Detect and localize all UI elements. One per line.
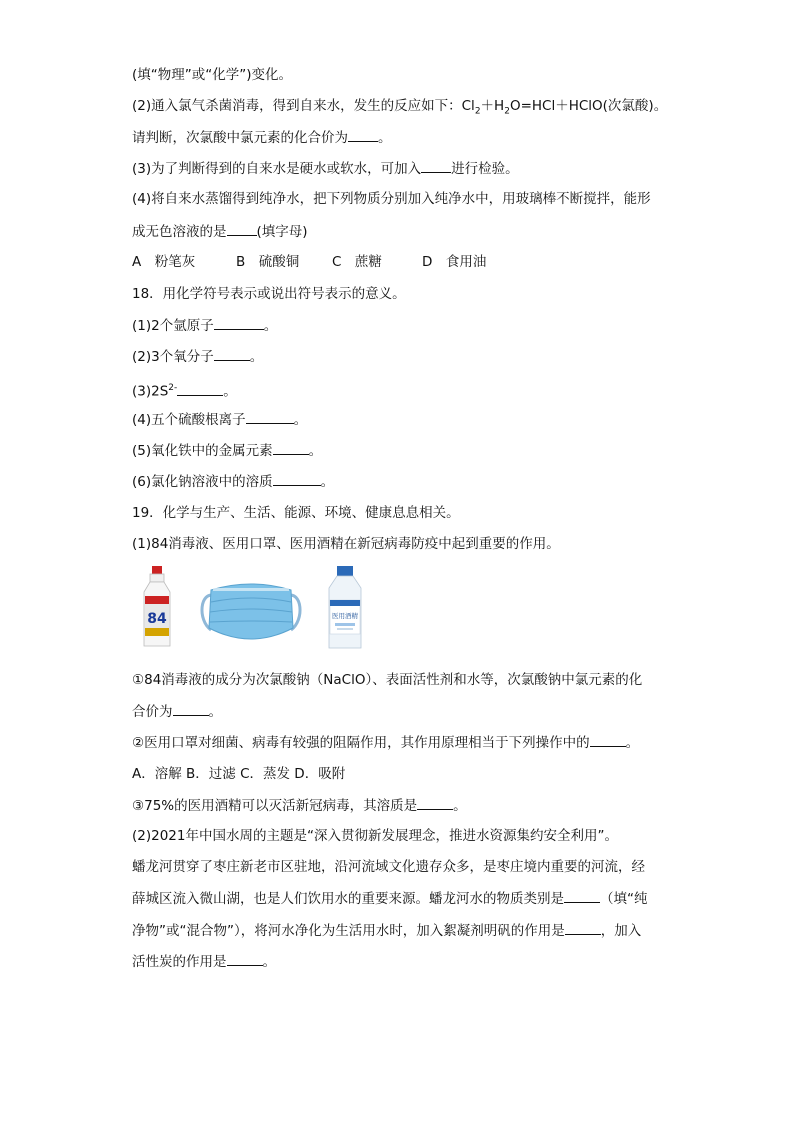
question-18-1 [132,316,277,335]
question-4-options [132,253,486,271]
text: (1)2个氩原子 [132,318,214,334]
question-19-1-part2-options [132,765,345,783]
text: (1)84消毒液、医用口罩、医用酒精在新冠病毒防疫中起到重要的作用。 [132,536,560,552]
bottle-label: 84 [147,611,167,627]
text: (3)2S [132,383,169,400]
question-19-1-part3 [132,796,467,815]
question-19-1 [132,535,560,553]
text: 进行检验。 [451,161,519,177]
text: 18．用化学符号表示或说出符号表示的意义。 [132,286,406,302]
answer-blank[interactable] [421,159,451,173]
answer-blank[interactable] [565,921,601,935]
answer-blank[interactable] [227,222,257,236]
answer-blank[interactable] [348,128,378,142]
question-18-2 [132,347,263,366]
text: 活性炭的作用是 [132,954,227,970]
text: (4)五个硫酸根离子 [132,412,246,428]
options[interactable]: A．溶解 B．过滤 C．蒸发 D．吸附 [132,766,346,782]
question-18-3 [132,379,237,401]
text: 成无色溶液的是 [132,224,227,240]
question-19-2-para-3 [132,921,641,940]
question-19-2-para-2 [132,889,648,908]
answer-blank[interactable] [564,889,600,903]
text: 。 [308,443,323,459]
text: 薛城区流入微山湖，也是人们饮用水的重要来源。蟠龙河水的物质类别是 [132,891,564,907]
text: 。 [223,383,237,400]
text: 。 [263,318,278,334]
question-3 [132,159,519,178]
question-19-1-part2 [132,733,639,752]
text: (填字母) [256,224,308,240]
text: 。 [262,954,276,970]
disinfectant-bottle-image [140,566,174,648]
subscript: 2 [474,106,481,117]
text: 。 [249,349,264,365]
question-18-4 [132,410,307,429]
answer-blank[interactable] [246,410,294,424]
question-19-1-part1-ask [132,702,222,721]
option-c[interactable]: C 蔗糖 [332,254,382,270]
question-2-ask [132,128,392,147]
question-19-title [132,504,460,522]
text: 。 [378,130,392,146]
question-19-2 [132,827,618,845]
question-18-title [132,285,406,303]
text: 。 [208,704,222,720]
text: O=HCl＋HClO(次氯酸)。 [509,98,668,114]
text: (6)氯化钠溶液中的溶质 [132,474,273,490]
question-19-1-part1 [132,671,642,689]
text: ①84消毒液的成分为次氯酸钠（NaClO）、表面活性剂和水等，次氯酸钠中氯元素的化 [132,672,643,688]
fill-hint: (填“物理”或“化学”)变化。 [132,67,293,83]
alcohol-bottle-image [323,566,367,650]
text: (2)3个氧分子 [132,349,214,365]
product-images [140,566,370,656]
text: 请判断，次氯酸中氯元素的化合价为 [132,130,348,146]
answer-blank[interactable] [273,441,309,455]
text: (2)通入氯气杀菌消毒，得到自来水，发生的反应如下：Cl [132,98,475,114]
question-4-ask [132,222,308,241]
option-b[interactable]: B 硫酸铜 [236,254,300,270]
text: (3)为了判断得到的自来水是硬水或软水，可加入 [132,161,422,177]
question-19-2-para-1 [132,858,645,876]
subscript: 2 [504,106,510,117]
answer-blank[interactable] [177,382,223,396]
text: 蟠龙河贯穿了枣庄新老市区驻地，沿河流域文化遗存众多，是枣庄境内重要的河流，经 [132,859,645,875]
answer-blank[interactable] [214,316,264,330]
text: ②医用口罩对细菌、病毒有较强的阻隔作用，其作用原理相当于下列操作中的 [132,735,590,751]
text: ，加入 [600,923,642,939]
text: (2)2021年中国水周的主题是“深入贯彻新发展理念，推进水资源集约安全利用”。 [132,828,618,844]
alcohol-label: 医用酒精 [332,612,358,620]
option-a[interactable]: A 粉笔灰 [132,254,196,270]
text: 净物”或“混合物”），将河水净化为生活用水时，加入絮凝剂明矾的作用是 [132,923,565,939]
text: 。 [320,474,335,490]
question-4 [132,190,651,208]
text: 。 [453,798,467,814]
answer-blank[interactable] [417,796,453,810]
text: （填“纯 [600,891,648,907]
text: (4)将自来水蒸馏得到纯净水，把下列物质分别加入纯净水中，用玻璃棒不断搅拌，能形 [132,191,651,207]
question-2-reaction [132,97,667,121]
text: 19．化学与生产、生活、能源、环境、健康息息相关。 [132,505,460,521]
text-line-1 [132,66,292,84]
text: (5)氧化铁中的金属元素 [132,443,273,459]
surgical-mask-image [195,580,307,646]
answer-blank[interactable] [214,347,250,361]
answer-blank[interactable] [227,952,263,966]
superscript: 2- [168,383,178,393]
text: 合价为 [132,704,173,720]
question-18-5 [132,441,322,460]
option-d[interactable]: D 食用油 [422,254,487,270]
question-19-2-para-4 [132,952,276,971]
answer-blank[interactable] [273,472,321,486]
text: 。 [293,412,308,428]
text: ＋H [480,98,505,114]
text: 。 [625,735,640,751]
answer-blank[interactable] [590,733,626,747]
question-18-6 [132,472,334,491]
answer-blank[interactable] [173,702,209,716]
text: ③75%的医用酒精可以灭活新冠病毒，其溶质是 [132,798,418,814]
